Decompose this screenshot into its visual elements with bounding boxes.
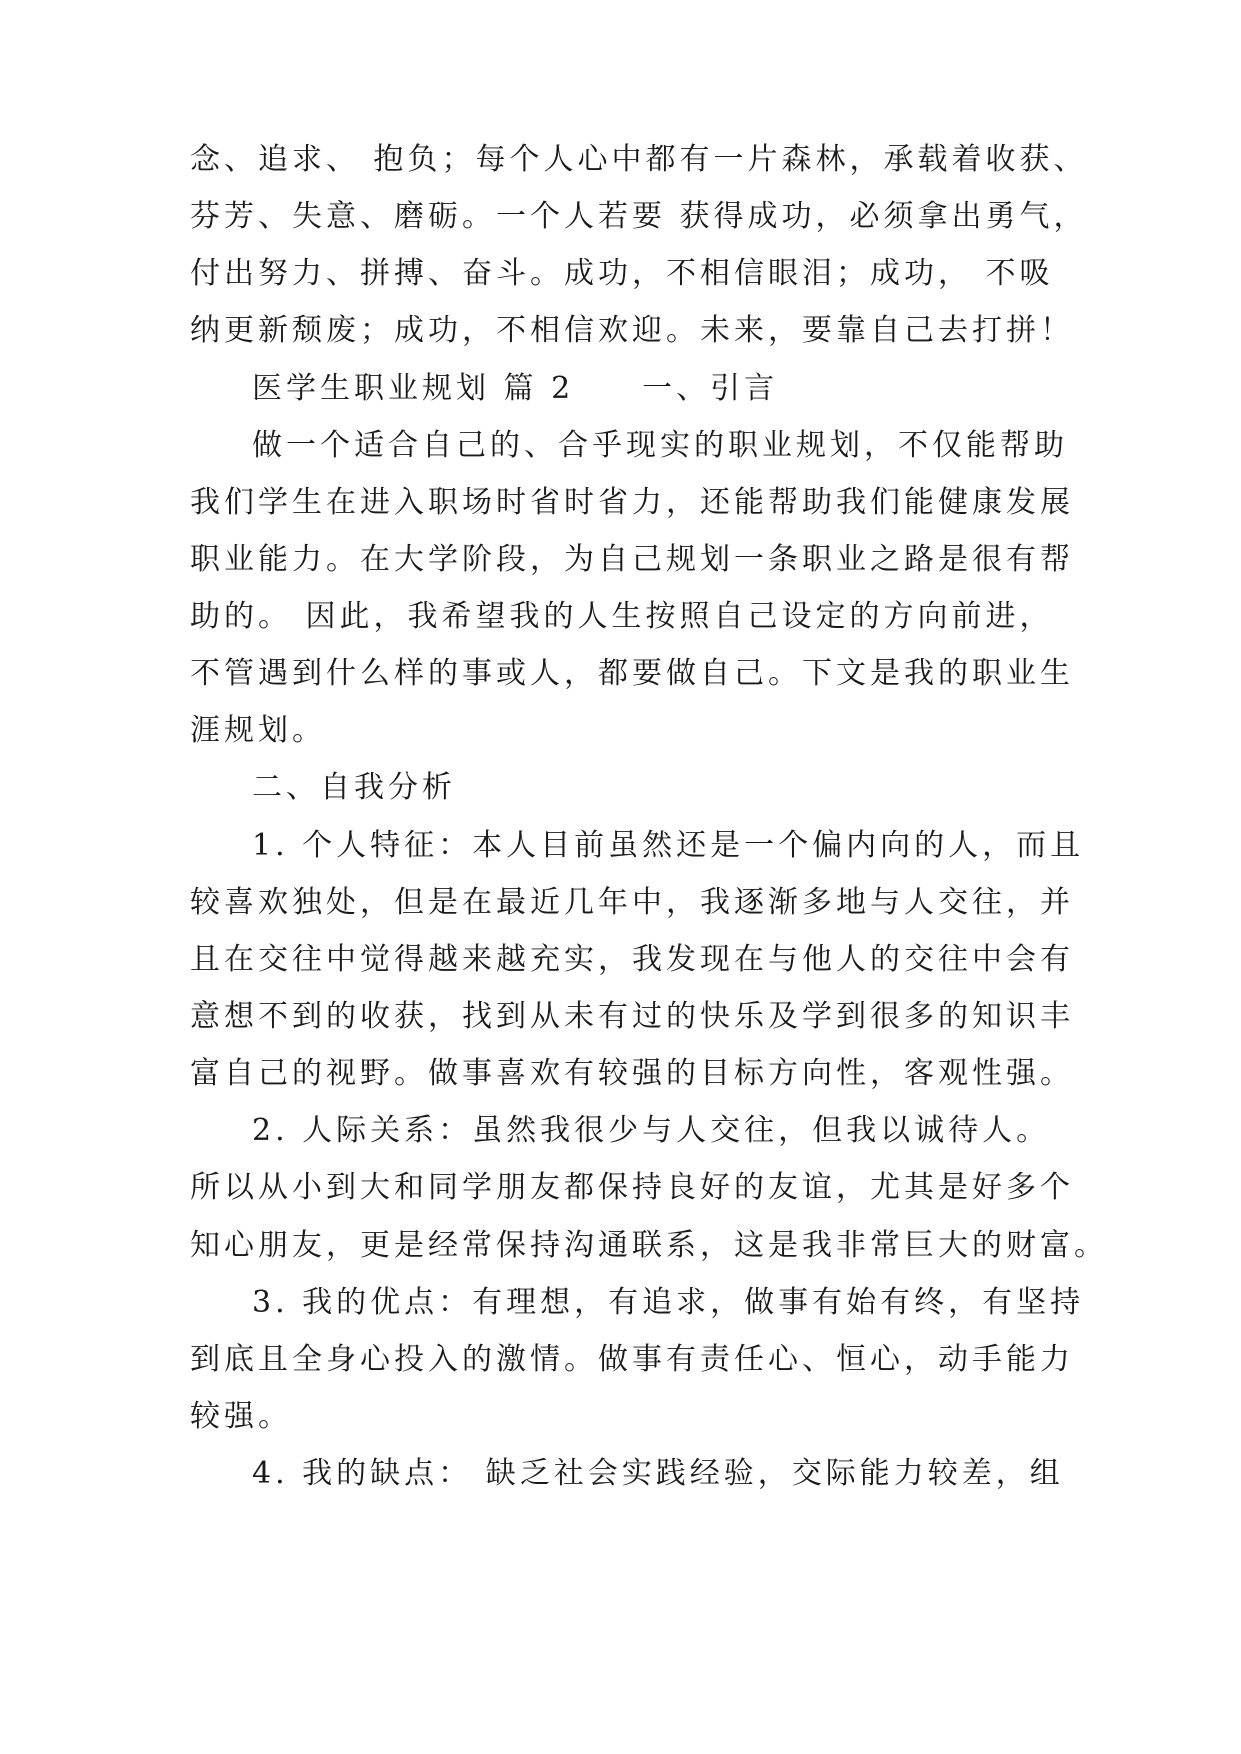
text-line: 4. 我的缺点： 缺乏社会实践经验，交际能力较差，组 [252, 1456, 1064, 1491]
text-line: 我们学生在进入职场时省时省力，还能帮助我们能健康发展 [190, 485, 1074, 520]
text-line: 芬芳、失意、磨砺。一个人若要 获得成功，必须拿出勇气， [190, 199, 1088, 234]
section-heading: 二、自我分析 [252, 770, 456, 805]
text-line: 涯规划。 [190, 713, 326, 748]
text-line: 到底且全身心投入的激情。做事有责任心、恒心，动手能力 [190, 1342, 1074, 1377]
text-line: 富自己的视野。做事喜欢有较强的目标方向性，客观性强。 [190, 1056, 1074, 1091]
text-line: 做一个适合自己的、合乎现实的职业规划，不仅能帮助 [252, 428, 1068, 463]
text-line: 3. 我的优点：有理想，有追求，做事有始有终，有坚持 [252, 1285, 1085, 1320]
text-line: 且在交往中觉得越来越充实，我发现在与他人的交往中会有 [190, 942, 1074, 977]
text-line: 纳更新颓废；成功，不相信欢迎。未来，要靠自己去打拼！ [190, 313, 1074, 348]
text-line: 付出努力、拼搏、奋斗。成功，不相信眼泪；成功， 不吸 [190, 256, 1054, 291]
text-line: 知心朋友，更是经常保持沟通联系，这是我非常巨大的财富。 [190, 1228, 1108, 1263]
text-line: 不管遇到什么样的事或人，都要做自己。下文是我的职业生 [190, 656, 1074, 691]
text-line: 2. 人际关系：虽然我很少与人交往，但我以诚待人。 [252, 1113, 1051, 1148]
text-line: 念、追求、 抱负；每个人心中都有一片森林，承载着收获、 [190, 142, 1088, 177]
text-line: 所以从小到大和同学朋友都保持良好的友谊，尤其是好多个 [190, 1170, 1074, 1205]
text-line: 1. 个人特征：本人目前虽然还是一个偏内向的人，而且 [252, 828, 1085, 863]
text-line: 意想不到的收获，找到从未有过的快乐及学到很多的知识丰 [190, 999, 1074, 1034]
section-heading: 医学生职业规划 篇 2 一、引言 [252, 371, 779, 406]
text-line: 较强。 [190, 1399, 292, 1434]
text-line: 助的。 因此，我希望我的人生按照自己设定的方向前进， [190, 599, 1054, 634]
text-line: 较喜欢独处，但是在最近几年中，我逐渐多地与人交往，并 [190, 885, 1074, 920]
text-line: 职业能力。在大学阶段，为自己规划一条职业之路是很有帮 [190, 542, 1074, 577]
